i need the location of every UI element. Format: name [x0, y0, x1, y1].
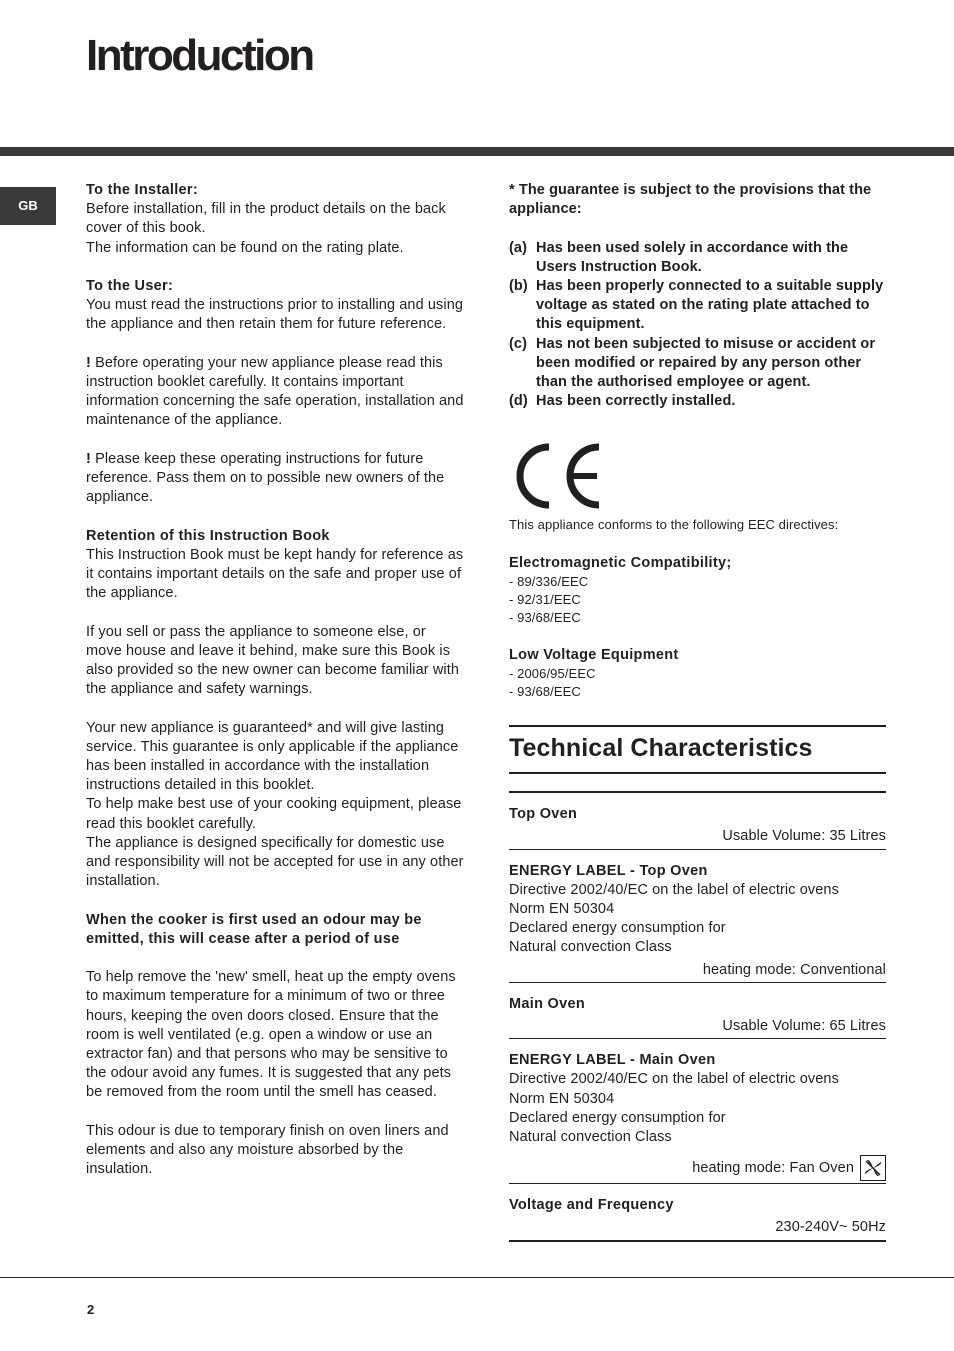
energy-main-line: Declared energy consumption for: [509, 1109, 726, 1126]
guarantee-text-3: The appliance is designed specifically for domestic use and responsibility will not be accepted for use in any other installation.: [86, 834, 464, 890]
odour-text: To help remove the 'new' smell, heat up the empty ovens to maximum temperature for a minimum of two or three hours, keeping the oven doors closed. Ensure that the room is well ventilated (e.g. open a window or use an extractor fan) and that persons who may be sensitive to the odour avoid any fumes. It is suggested that any pets be removed from the room until the smell has ceased.: [86, 969, 456, 1101]
lve-heading: Low Voltage Equipment: [509, 647, 679, 663]
warning-text-2: Please keep these operating instructions for future reference. Pass them on to possible new owners of the appliance.: [86, 450, 445, 506]
footer-rule: [0, 1277, 954, 1278]
list-item: (a) Has been used solely in accordance with the Users Instruction Book.: [509, 239, 849, 275]
user-heading: To the User:: [86, 278, 174, 294]
page-title: Introduction: [86, 31, 313, 80]
installer-text-2: The information can be found on the rating plate.: [86, 239, 404, 256]
installer-heading: To the Installer:: [86, 182, 198, 198]
list-item: (b) Has been properly connected to a suitable supply voltage as stated on the rating plate attached to this equipment.: [509, 278, 884, 333]
voltage-label: Voltage and Frequency: [509, 1197, 674, 1214]
list-item: (d) Has been correctly installed.: [509, 393, 736, 410]
left-column: [86, 181, 464, 1179]
guarantee-text-2: To help make best use of your cooking equipment, please read this booklet carefully.: [86, 796, 462, 832]
energy-main-line: Norm EN 50304: [509, 1090, 615, 1107]
ce-logo-icon: [509, 441, 605, 511]
energy-top-line: Declared energy consumption for: [509, 920, 726, 937]
spec-energy-top: [509, 850, 886, 983]
list-item: - 89/336/EEC: [509, 573, 589, 589]
energy-main-label: ENERGY LABEL - Main Oven: [509, 1052, 716, 1069]
conforms-text: This appliance conforms to the following EEC directives:: [509, 517, 839, 533]
energy-top-mode: heating mode: Conventional: [702, 961, 886, 978]
energy-top-line: Natural convection Class: [509, 939, 672, 956]
language-tab: GB: [0, 187, 56, 225]
voltage-value: 230-240V~ 50Hz: [775, 1219, 886, 1236]
page-number: 2: [87, 1302, 95, 1317]
retention-text: This Instruction Book must be kept handy for reference as it contains important details on the safe and proper use of the appliance.: [86, 546, 464, 602]
top-oven-volume: Usable Volume: 35 Litres: [722, 828, 886, 845]
exclamation-mark: !: [86, 354, 91, 371]
energy-top-line: Directive 2002/40/EC on the label of electric ovens: [509, 881, 839, 898]
tech-title-box: [509, 725, 886, 774]
installer-text-1: Before installation, fill in the product details on the back cover of this book.: [86, 201, 446, 237]
sell-text: If you sell or pass the appliance to someone else, or move house and leave it behind, make sure this Book is also provided so the new owner can become familiar with the appliance and safety warnings.: [86, 623, 460, 698]
energy-top-line: Norm EN 50304: [509, 901, 615, 918]
spec-energy-main: [509, 1039, 886, 1184]
top-oven-label: Top Oven: [509, 806, 578, 823]
exclamation-mark: !: [86, 450, 91, 467]
warning-paragraph-2: [86, 450, 464, 508]
finish-text: This odour is due to temporary finish on oven liners and elements and also any moisture absorbed by the insulation.: [86, 1122, 449, 1178]
odour-heading: When the cooker is first used an odour may be emitted, this will cease after a period of use: [86, 911, 422, 947]
spec-main-oven: [509, 983, 886, 1039]
header-rule: [0, 147, 954, 156]
energy-main-line: Directive 2002/40/EC on the label of electric ovens: [509, 1071, 839, 1088]
guarantee-conditions: [509, 239, 886, 412]
energy-main-mode: heating mode: Fan Oven: [692, 1159, 854, 1176]
ce-mark: [509, 411, 886, 516]
spec-table: [509, 791, 886, 1241]
user-text: You must read the instructions prior to installing and using the appliance and then retain them for future reference.: [86, 297, 464, 333]
list-item: (c) Has not been subjected to misuse or accident or been modified or repaired by any person other than the authorised employee or agent.: [509, 335, 876, 391]
right-column: [509, 181, 886, 1242]
energy-main-line: Natural convection Class: [509, 1129, 672, 1146]
spec-top-oven: [509, 793, 886, 849]
list-item: - 93/68/EEC: [509, 684, 581, 700]
energy-top-label: ENERGY LABEL - Top Oven: [509, 862, 708, 879]
tech-title: Technical Characteristics: [509, 734, 813, 763]
main-oven-volume: Usable Volume: 65 Litres: [722, 1018, 886, 1035]
fan-oven-icon: [860, 1155, 886, 1181]
energy-main-mode-row: [509, 1147, 886, 1181]
guarantee-title: * The guarantee is subject to the provisions that the appliance:: [509, 182, 872, 218]
list-item: - 93/68/EEC: [509, 609, 581, 625]
warning-paragraph-1: [86, 354, 464, 431]
retention-heading: Retention of this Instruction Book: [86, 527, 330, 544]
warning-text-1: Before operating your new appliance please read this instruction booklet carefully. It contains important information concerning the safe operation, installation and maintenance of the appliance.: [86, 354, 464, 429]
guarantee-text-1: Your new appliance is guaranteed* and will give lasting service. This guarantee is only applicable if the appliance has been installed in accordance with the installation instructions detailed in this booklet.: [86, 719, 459, 794]
emc-heading: Electromagnetic Compatibility;: [509, 554, 732, 571]
main-oven-label: Main Oven: [509, 995, 586, 1012]
list-item: - 92/31/EEC: [509, 591, 581, 607]
spec-voltage: [509, 1184, 886, 1241]
list-item: - 2006/95/EEC: [509, 666, 596, 682]
